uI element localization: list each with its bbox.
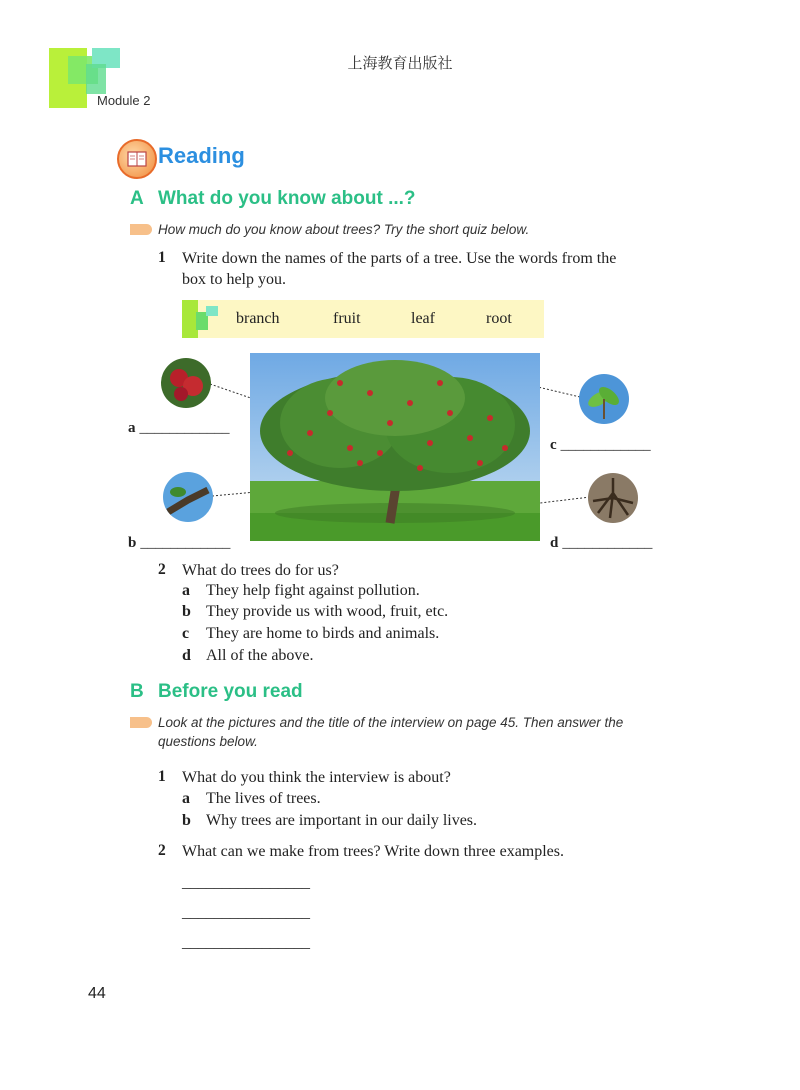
question-number: 1 [158, 768, 166, 785]
answer-option[interactable] [182, 582, 420, 600]
blank-line: ____________ [560, 437, 651, 453]
answer-option[interactable] [182, 603, 448, 621]
page-number: 44 [88, 985, 106, 1002]
option-letter: c [182, 625, 190, 642]
option-text: They help fight against pollution. [206, 582, 420, 599]
question-number: 2 [158, 842, 166, 859]
question-text: box to help you. [182, 271, 286, 288]
section-a-title: What do you know about ...? [158, 188, 416, 209]
section-a-instruction: How much do you know about trees? Try the short quiz below. [158, 222, 530, 237]
answer-option[interactable] [182, 812, 477, 830]
module-label: Module 2 [97, 93, 151, 108]
word-box-item: leaf [411, 310, 435, 327]
option-text: They provide us with wood, fruit, etc. [206, 603, 449, 620]
question-text: Write down the names of the parts of a tree. Use the words from the [182, 250, 617, 267]
answer-option[interactable] [182, 647, 314, 665]
instruction-arrow-icon [130, 717, 152, 728]
section-b-instruction: Look at the pictures and the title of the interview on page 45. Then answer the [158, 715, 624, 730]
section-b-letter: B [130, 681, 144, 702]
section-b-heading [130, 681, 303, 703]
blank-line: ____________ [139, 420, 230, 436]
word-box-item: root [486, 310, 512, 327]
blank-c[interactable] [550, 437, 651, 454]
fruit-detail-image [161, 358, 211, 408]
blank-letter: a [128, 420, 136, 436]
publisher-name: 上海教育出版社 [347, 54, 453, 72]
root-detail-image [588, 473, 638, 523]
blank-line: ____________ [562, 535, 653, 551]
option-letter: b [182, 812, 191, 829]
blank-b[interactable] [128, 535, 230, 552]
blank-d[interactable] [550, 535, 652, 552]
blank-letter: d [550, 535, 559, 551]
question-text: What do trees do for us? [182, 562, 339, 579]
leaf-detail-image [579, 374, 629, 424]
question-text: What can we make from trees? Write down three examples. [182, 843, 565, 860]
blank-a[interactable] [128, 420, 230, 437]
answer-option[interactable] [182, 790, 321, 808]
word-box-item: fruit [333, 310, 361, 327]
option-text: They are home to birds and animals. [206, 625, 440, 642]
option-letter: d [182, 647, 191, 664]
option-letter: a [182, 582, 190, 599]
question-number: 1 [158, 249, 166, 266]
blank-letter: c [550, 437, 557, 453]
blank-letter: b [128, 535, 137, 551]
reading-heading: Reading [158, 143, 245, 168]
answer-line[interactable]: ________________ [182, 874, 310, 891]
branch-detail-image [163, 472, 213, 522]
option-text: All of the above. [206, 647, 314, 664]
answer-line[interactable]: ________________ [182, 934, 310, 951]
option-text: Why trees are important in our daily lives. [206, 812, 478, 829]
option-text: The lives of trees. [206, 790, 321, 807]
word-box-item: branch [236, 310, 280, 327]
section-a-letter: A [130, 188, 144, 209]
option-letter: a [182, 790, 190, 807]
question-number: 2 [158, 561, 166, 578]
blank-line: ____________ [140, 535, 231, 551]
answer-line[interactable]: ________________ [182, 904, 310, 921]
section-b-title: Before you read [158, 681, 303, 702]
answer-option[interactable] [182, 625, 439, 643]
tree-photo [250, 353, 540, 541]
section-b-instruction: questions below. [158, 734, 258, 749]
option-letter: b [182, 603, 191, 620]
question-text: What do you think the interview is about? [182, 769, 451, 786]
